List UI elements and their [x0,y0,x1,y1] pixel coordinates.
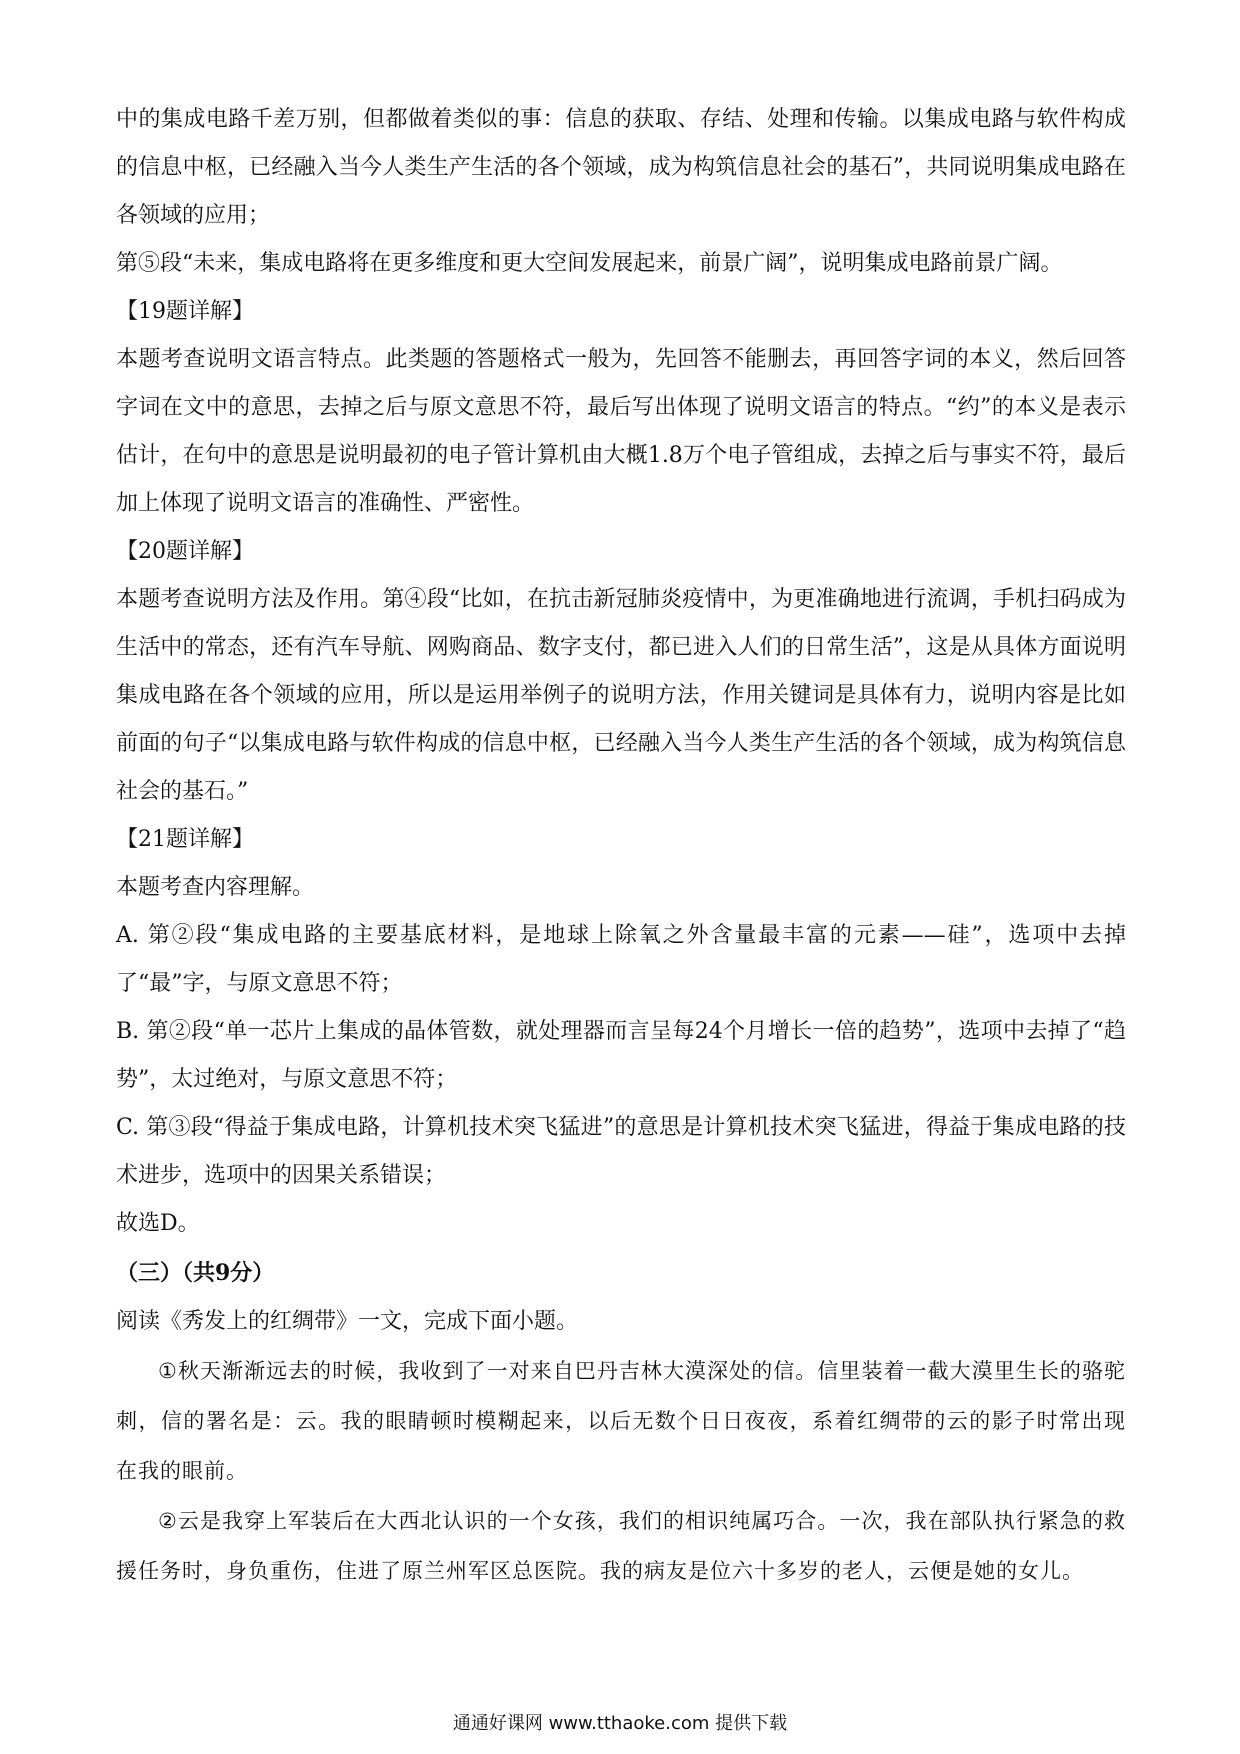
paragraph-prospect: 第⑤段“未来，集成电路将在更多维度和更大空间发展起来，前景广阔”，说明集成电路前景广阔。 [116,251,1063,276]
answer-line: 故选D。 [116,1211,200,1236]
question-21-heading: 【21题详解】 [116,827,254,852]
option-b-analysis: B. 第②段“单一芯片上集成的晶体管数，就处理器而言呈每24个月增长一倍的趋势”，选项中去掉了“趋势”，太过绝对，与原文意思不符； [116,1019,1126,1092]
option-c-analysis: C. 第③段“得益于集成电路，计算机技术突飞猛进”的意思是计算机技术突飞猛进，得益于集成电路的技术进步，选项中的因果关系错误； [116,1115,1126,1188]
document-body [116,96,1126,1596]
page-footer: 通通好课网 www.tthaoke.com 提供下载 [452,1713,788,1734]
reading-instruction: 阅读《秀发上的红绸带》一文，完成下面小题。 [116,1309,579,1334]
question-20-explanation: 本题考查说明方法及作用。第④段“比如，在抗击新冠肺炎疫情中，为更准确地进行流调，手机扫码成为生活中的常态，还有汽车导航、网购商品、数字支付，都已进入人们的日常生活”，这是从具体方面说明集成电路在各个领域的应用，所以是运用举例子的说明方法，作用关键词是具体有力，说明内容是比如前面的句子“以集成电路与软件构成的信息中枢，已经融入当今人类生产生活的各个领域，成为构筑信息社会的基石。” [116,587,1126,804]
paragraph-collection-apps: 中的集成电路千差万别，但都做着类似的事：信息的获取、存结、处理和传输。以集成电路与软件构成的信息中枢，已经融入当今人类生产生活的各个领域，成为构筑信息社会的基石”，共同说明集成电路在各领域的应用； [116,107,1126,228]
passage-paragraph-1: ①秋天渐渐远去的时候，我收到了一对来自巴丹吉林大漠深处的信。信里装着一截大漠里生长的骆驼刺，信的署名是：云。我的眼睛顿时模糊起来，以后无数个日日夜夜，系着红绸带的云的影子时常出现在我的眼前。 [116,1359,1126,1483]
question-19-explanation: 本题考查说明文语言特点。此类题的答题格式一般为，先回答不能删去，再回答字词的本义，然后回答字词在文中的意思，去掉之后与原文意思不符，最后写出体现了说明文语言的特点。“约”的本义是表示估计，在句中的意思是说明最初的电子管计算机由大概1.8万个电子管组成，去掉之后与事实不符，最后加上体现了说明文语言的准确性、严密性。 [116,347,1126,516]
passage-paragraph-2: ②云是我穿上军装后在大西北认识的一个女孩，我们的相识纯属巧合。一次，我在部队执行紧急的救援任务时，身负重伤，住进了原兰州军区总医院。我的病友是位六十多岁的老人，云便是她的女儿。 [116,1509,1126,1583]
question-20-heading: 【20题详解】 [116,539,254,564]
question-19-heading: 【19题详解】 [116,299,254,324]
question-21-intro: 本题考查内容理解。 [116,875,315,900]
section-three-title: （三）（共9分） [116,1260,275,1286]
option-a-analysis: A. 第②段“集成电路的主要基底材料，是地球上除氧之外含量最丰富的元素——硅”，选项中去掉了“最”字，与原文意思不符； [116,923,1126,996]
